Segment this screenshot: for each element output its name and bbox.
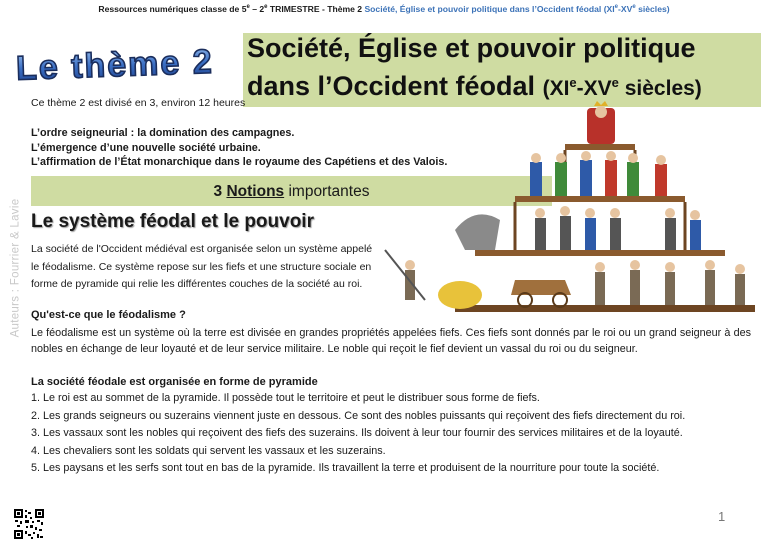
notions-banner: 3 Notions importantes (31, 176, 552, 206)
page-header: Ressources numériques classe de 5e – 2e TRIMESTRE - Thème 2 Société, Église et pouvoir politique dans l’Occident féodal (XIe-XVe siècles) (98, 4, 670, 14)
question-heading: Qu'est-ce que le féodalisme ? (31, 309, 186, 321)
theme-item: L’affirmation de l’État monarchique dans le royaume des Capétiens et des Valois. (31, 156, 448, 168)
list-item: 3. Les vassaux sont les nobles qui reçoivent des fiefs des suzerains. Ils doivent à leur tour fournir des services militaires et de la loyauté. (31, 427, 683, 439)
intro-text: Ce thème 2 est divisé en 3, environ 12 heures (31, 97, 246, 109)
title-line-2: dans l’Occident féodal (XIe-XVe siècles) (247, 71, 702, 101)
theme-item: L’ordre seigneurial : la domination des campagnes. (31, 127, 295, 139)
pyramid-list (31, 391, 751, 479)
feudal-pyramid-illustration (365, 100, 765, 328)
title-line-1: Société, Église et pouvoir politique (247, 33, 696, 63)
feodalisme-definition: Le féodalisme est un système où la terre est divisée en grandes propriétés appelées fiefs. Ces fiefs sont donnés par le roi ou un grand seigneur à des nobles en échange de leur loyauté et de leur service militaire. Le noble qui reçoit le fief devient un vassal du roi ou du seigneur. (31, 327, 751, 355)
list-item: 4. Les chevaliers sont les soldats qui servent les vassaux et les suzerains. (31, 444, 386, 457)
author-credit: Auteurs : Fourrier & Lavie (9, 198, 22, 338)
section-title: Le système féodal et le pouvoir (31, 211, 314, 232)
theme-logo-text: Le thème 2 (15, 42, 215, 88)
list-item: 2. Les grands seigneurs ou suzerains viennent juste en dessous. Ce sont des nobles puissants qui reçoivent des fiefs directement du roi. (31, 409, 686, 422)
page-number: 1 (718, 509, 726, 524)
pyramid-heading: La société féodale est organisée en forme de pyramide (31, 376, 318, 388)
list-item: 1. Le roi est au sommet de la pyramide. Il possède tout le territoire et peut le distribuer sous forme de fiefs. (31, 392, 540, 404)
qr-code-icon[interactable] (13, 508, 45, 540)
list-item: 5. Les paysans et les serfs sont tout en bas de la pyramide. Ils travaillent la terre et produisent de la nourriture pour toute la société. (31, 462, 660, 474)
theme-logo (12, 36, 232, 92)
title-banner (243, 33, 761, 107)
section-intro: La société de l'Occident médiéval est organisée selon un système appelé le féodalisme. Ce système repose sur les fiefs et une structure sociale en forme de pyramide qui relie les différentes couches de la société au roi. (31, 243, 373, 290)
theme-item: L’émergence d’une nouvelle société urbaine. (31, 141, 261, 154)
